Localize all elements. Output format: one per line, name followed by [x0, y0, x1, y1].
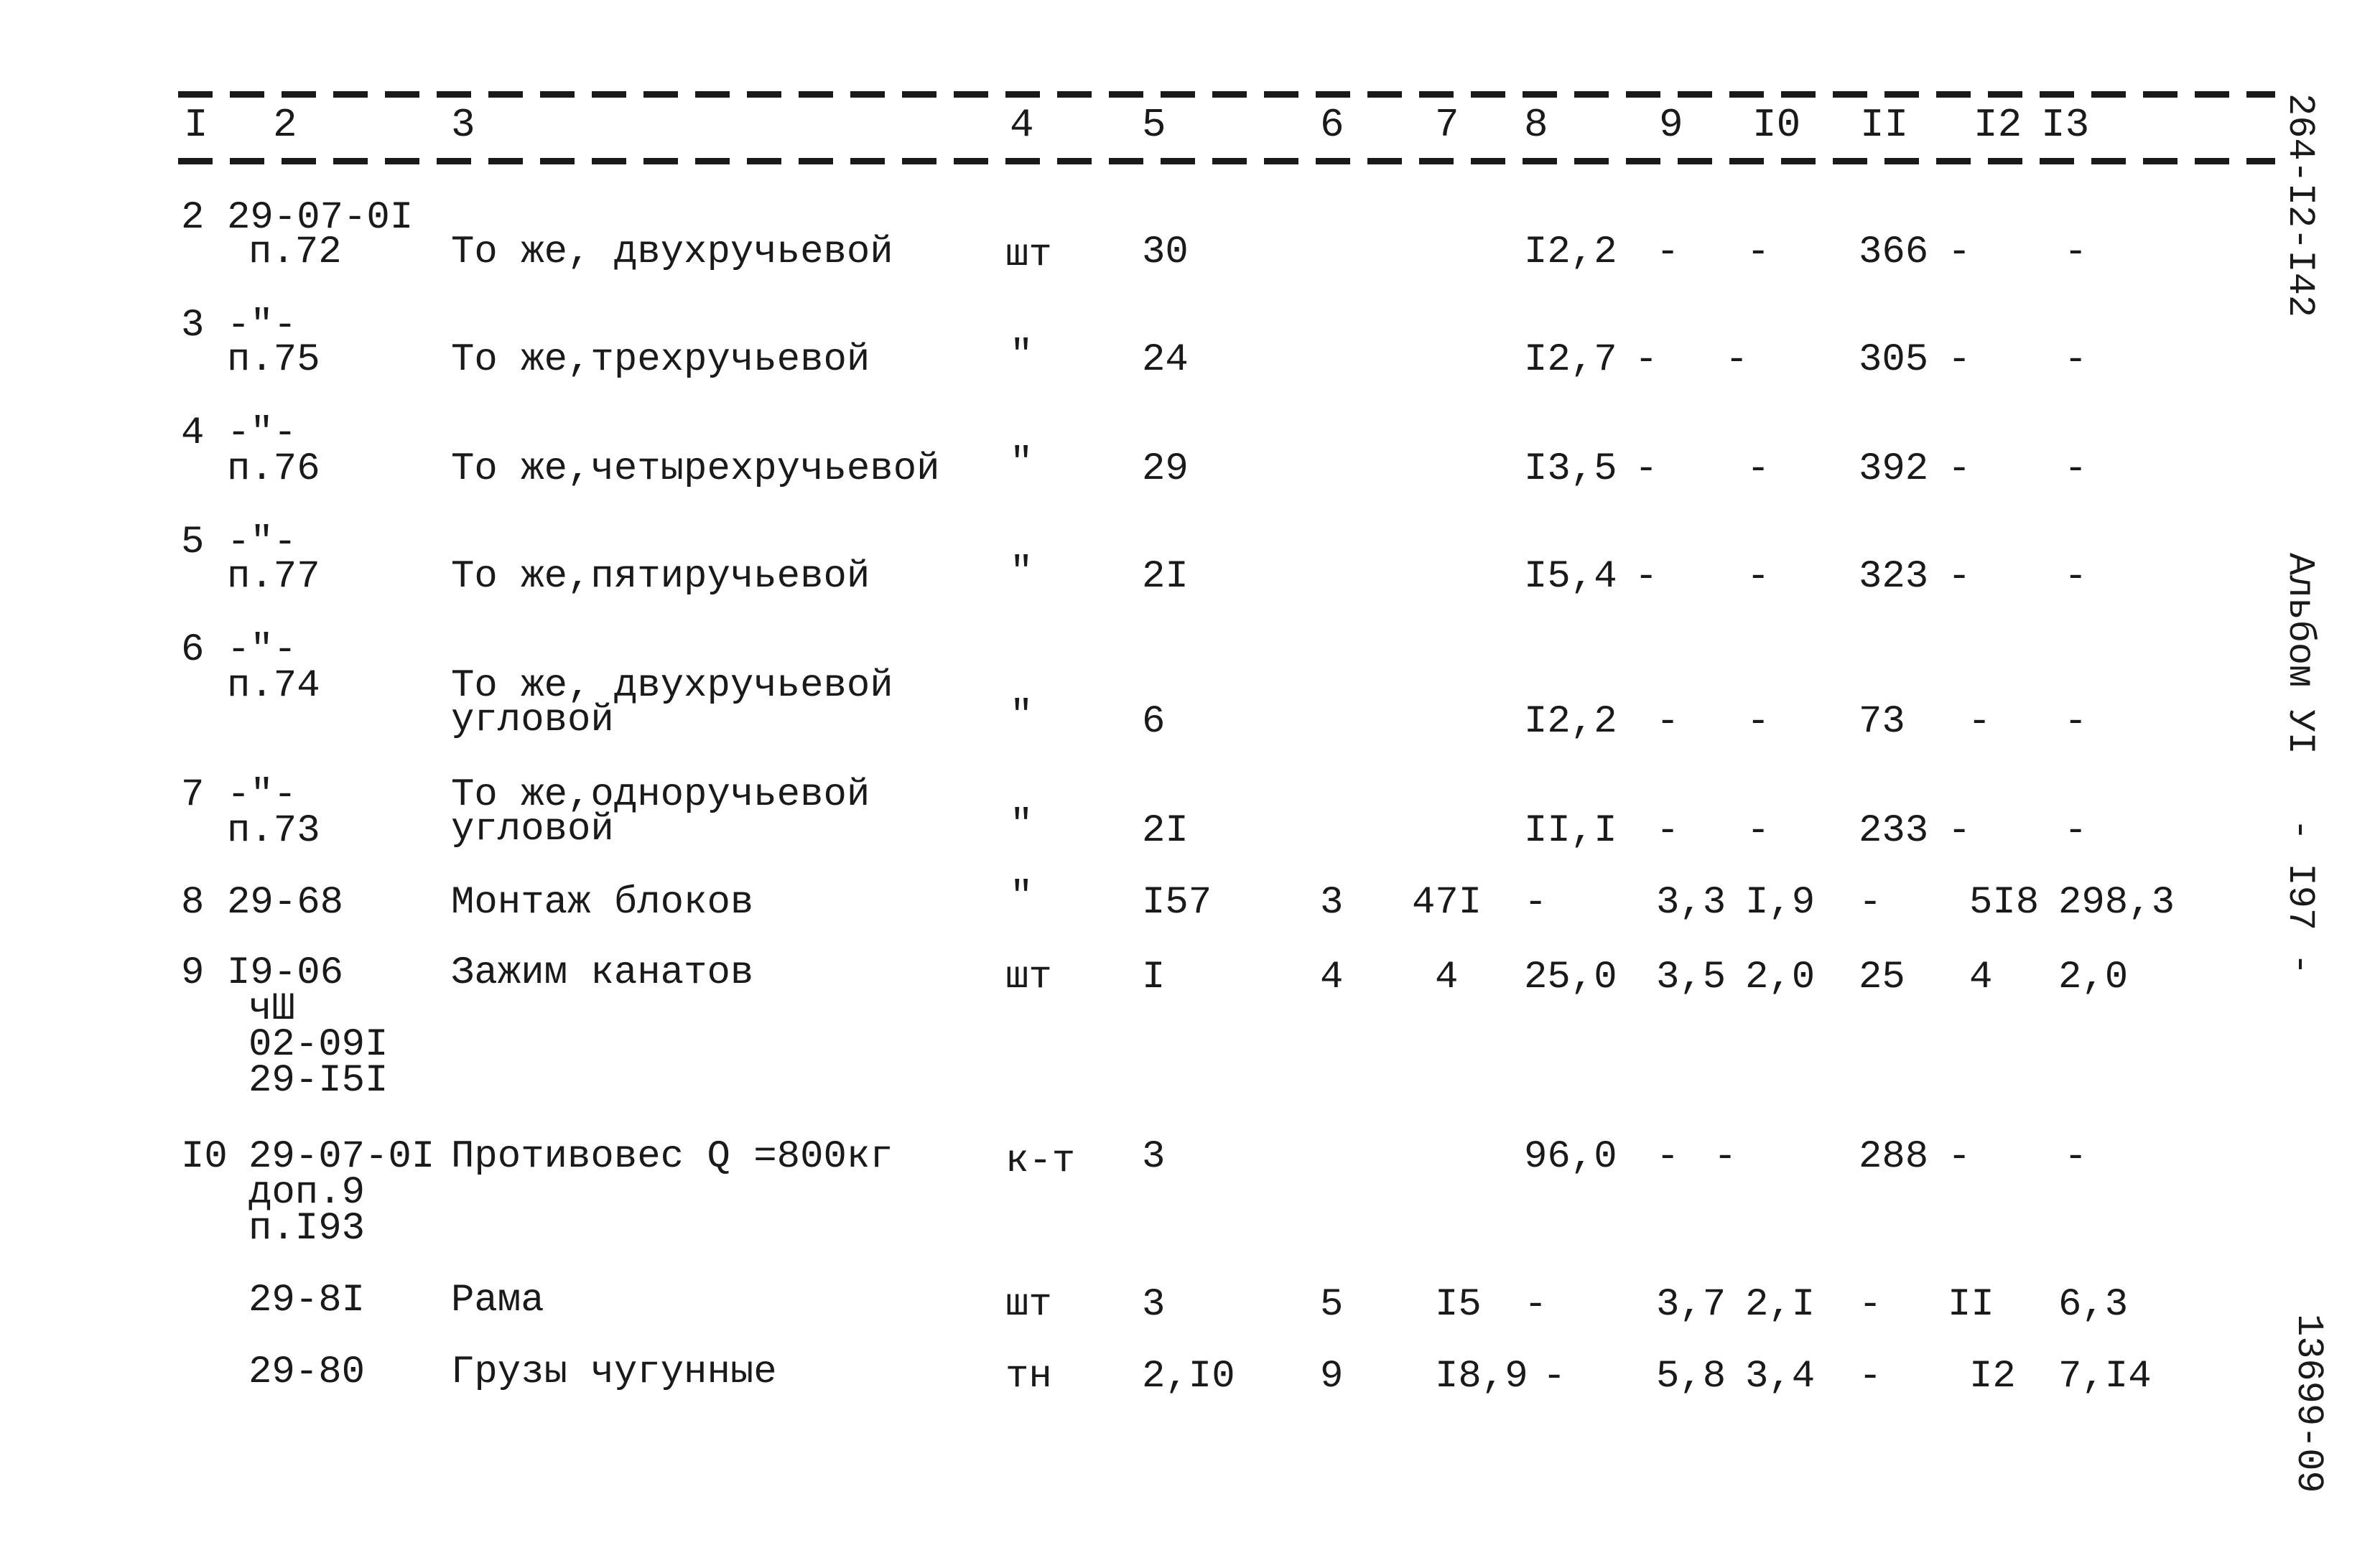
col13-cell: - — [2064, 338, 2088, 382]
col11-cell: 366 — [1859, 230, 1929, 274]
col12-cell: 5I8 — [1969, 881, 2040, 925]
col8-cell: - — [1524, 881, 1548, 925]
unit-cell: шт — [1005, 956, 1052, 999]
norm-code: п.75 — [227, 338, 320, 382]
header-col-11: II — [1860, 102, 1909, 148]
col5-cell: 24 — [1142, 338, 1189, 382]
header-col-3: 3 — [451, 102, 475, 148]
col8-cell: I5,4 — [1524, 555, 1617, 599]
col5-cell: 30 — [1142, 230, 1189, 274]
col6-cell: 9 — [1320, 1355, 1344, 1399]
page-number-label: - I97 - — [2279, 818, 2321, 976]
col13-cell: 2,0 — [2058, 956, 2129, 999]
col8-cell: - — [1524, 1283, 1548, 1327]
col10-cell: - — [1747, 809, 1770, 853]
col6-cell: 4 — [1320, 956, 1344, 999]
row-number: 2 — [181, 196, 205, 240]
header-col-10: I0 — [1752, 102, 1801, 148]
col10-cell: - — [1714, 1135, 1737, 1179]
work-name: То же,четырехручьевой — [451, 447, 940, 491]
col8-cell: 96,0 — [1524, 1135, 1617, 1179]
col9-cell: - — [1635, 555, 1658, 599]
col13-cell: - — [2064, 1135, 2088, 1179]
header-top-rule — [178, 91, 2275, 98]
col8-cell: I2,2 — [1524, 230, 1617, 274]
col10-cell: 2,0 — [1745, 956, 1816, 999]
col13-cell: 298,3 — [2058, 881, 2175, 925]
col13-cell: - — [2064, 700, 2088, 744]
col5-cell: 6 — [1142, 700, 1166, 744]
col11-cell: 288 — [1859, 1135, 1929, 1179]
norm-code: 29-I5I — [248, 1059, 389, 1103]
col12-cell: - — [1948, 1135, 1971, 1179]
unit-cell: " — [1010, 803, 1033, 847]
col12-cell: II — [1948, 1283, 1994, 1327]
norm-code: 29-07-0I — [248, 1135, 435, 1179]
col11-cell: 305 — [1859, 338, 1929, 382]
header-col-1: I — [184, 102, 208, 148]
album-label: Альбом УI — [2279, 553, 2321, 755]
col9-cell: - — [1635, 338, 1658, 382]
norm-code: 29-80 — [248, 1350, 366, 1394]
col10-cell: 2,I — [1745, 1283, 1816, 1327]
col12-cell: 4 — [1969, 956, 1993, 999]
col10-cell: - — [1725, 338, 1749, 382]
col10-cell: - — [1747, 555, 1770, 599]
work-name: То же, двухручьевой — [451, 230, 893, 274]
col13-cell: - — [2064, 230, 2088, 274]
col7-cell: 47I — [1412, 881, 1482, 925]
unit-cell: " — [1010, 334, 1033, 378]
header-col-2: 2 — [273, 102, 297, 148]
header-col-8: 8 — [1524, 102, 1548, 148]
col8-cell: II,I — [1524, 809, 1617, 853]
norm-code: -"- — [227, 521, 297, 564]
col9-cell: - — [1656, 809, 1680, 853]
unit-cell: к-т — [1005, 1139, 1076, 1183]
work-name: То же,пятиручьевой — [451, 555, 870, 599]
row-number: 4 — [181, 411, 205, 455]
norm-code: п.77 — [227, 555, 320, 599]
col12-cell: - — [1948, 809, 1971, 853]
work-name: То же,одноручьевой — [451, 773, 870, 817]
norm-code: 02-09I — [248, 1023, 389, 1067]
col12-cell: I2 — [1969, 1355, 2016, 1399]
col12-cell: - — [1948, 555, 1971, 599]
work-name: Монтаж блоков — [451, 881, 754, 925]
work-name-continued: угловой — [451, 699, 614, 742]
col11-cell: 233 — [1859, 809, 1929, 853]
col9-cell: - — [1635, 447, 1658, 491]
work-name: Рама — [451, 1279, 544, 1322]
norm-code: I9-06 — [227, 951, 344, 995]
header-col-4: 4 — [1010, 102, 1034, 148]
col8-cell: I2,7 — [1524, 338, 1617, 382]
row-number: 6 — [181, 628, 205, 672]
col10-cell: - — [1747, 700, 1770, 744]
work-name: То же,трехручьевой — [451, 338, 870, 382]
col7-cell: I8,9 — [1435, 1355, 1528, 1399]
col7-cell: I5 — [1435, 1283, 1482, 1327]
work-name: Грузы чугунные — [451, 1350, 777, 1394]
unit-cell: тн — [1005, 1355, 1052, 1399]
header-bottom-rule — [178, 158, 2275, 164]
header-col-6: 6 — [1320, 102, 1344, 148]
col13-cell: - — [2064, 447, 2088, 491]
col5-cell: 3 — [1142, 1135, 1166, 1179]
norm-code: 29-68 — [227, 881, 344, 925]
unit-cell: " — [1010, 551, 1033, 594]
header-col-9: 9 — [1659, 102, 1683, 148]
col8-cell: - — [1543, 1355, 1566, 1399]
col11-cell: - — [1859, 881, 1882, 925]
row-number: 3 — [181, 304, 205, 347]
col11-cell: 323 — [1859, 555, 1929, 599]
col9-cell: - — [1656, 230, 1680, 274]
norm-code: п.73 — [227, 809, 320, 853]
row-number: 9 — [181, 951, 205, 995]
col13-cell: 7,I4 — [2058, 1355, 2152, 1399]
unit-cell: " — [1010, 875, 1033, 919]
col10-cell: I,9 — [1745, 881, 1816, 925]
col9-cell: 3,5 — [1656, 956, 1726, 999]
header-col-5: 5 — [1142, 102, 1166, 148]
unit-cell: шт — [1005, 1283, 1052, 1327]
row-number: 5 — [181, 521, 205, 564]
norm-code: 29-07-0I — [227, 196, 414, 240]
col6-cell: 3 — [1320, 881, 1344, 925]
work-name: Зажим канатов — [451, 951, 754, 995]
work-name-continued: угловой — [451, 808, 614, 851]
row-number: 8 — [181, 881, 205, 925]
col5-cell: 2I — [1142, 809, 1189, 853]
unit-cell: " — [1010, 442, 1033, 485]
col9-cell: 3,3 — [1656, 881, 1726, 925]
col11-cell: - — [1859, 1283, 1882, 1327]
col13-cell: 6,3 — [2058, 1283, 2129, 1327]
col9-cell: 5,8 — [1656, 1355, 1726, 1399]
col5-cell: 3 — [1142, 1283, 1166, 1327]
col13-cell: - — [2064, 555, 2088, 599]
col11-cell: 73 — [1859, 700, 1905, 744]
col11-cell: 25 — [1859, 956, 1905, 999]
col5-cell: I57 — [1142, 881, 1212, 925]
header-col-7: 7 — [1435, 102, 1459, 148]
archive-number-label: 13699-09 — [2287, 1314, 2330, 1493]
norm-code: доп.9 — [248, 1171, 366, 1215]
col12-cell: - — [1968, 700, 1991, 744]
col8-cell: I2,2 — [1524, 700, 1617, 744]
col9-cell: - — [1656, 700, 1680, 744]
col5-cell: 2I — [1142, 555, 1189, 599]
col11-cell: 392 — [1859, 447, 1929, 491]
col10-cell: 3,4 — [1745, 1355, 1816, 1399]
col8-cell: 25,0 — [1524, 956, 1617, 999]
col5-cell: 2,I0 — [1142, 1355, 1235, 1399]
col13-cell: - — [2064, 809, 2088, 853]
norm-code: п.74 — [227, 664, 320, 708]
col12-cell: - — [1948, 338, 1971, 382]
row-number: 7 — [181, 773, 205, 817]
norm-code: п.76 — [227, 447, 320, 491]
norm-code: -"- — [227, 304, 297, 347]
norm-code: п.I93 — [248, 1207, 366, 1251]
unit-cell: " — [1010, 694, 1033, 738]
col12-cell: - — [1948, 230, 1971, 274]
col12-cell: - — [1948, 447, 1971, 491]
work-name: То же, двухручьевой — [451, 664, 893, 708]
row-number: I0 — [181, 1135, 228, 1179]
norm-code: -"- — [227, 411, 297, 455]
header-col-12: I2 — [1974, 102, 2022, 148]
unit-cell: шт — [1005, 233, 1052, 277]
col8-cell: I3,5 — [1524, 447, 1617, 491]
col9-cell: 3,7 — [1656, 1283, 1726, 1327]
norm-code: 29-8I — [248, 1279, 366, 1322]
work-name: Противовес Q =800кг — [451, 1135, 893, 1179]
header-col-13: I3 — [2041, 102, 2090, 148]
norm-code: чШ — [248, 987, 295, 1031]
col5-cell: I — [1142, 956, 1166, 999]
col7-cell: 4 — [1435, 956, 1459, 999]
col10-cell: - — [1747, 230, 1770, 274]
norm-code: -"- — [227, 628, 297, 672]
col10-cell: - — [1747, 447, 1770, 491]
norm-code: -"- — [227, 773, 297, 817]
col11-cell: - — [1859, 1355, 1882, 1399]
col5-cell: 29 — [1142, 447, 1189, 491]
col6-cell: 5 — [1320, 1283, 1344, 1327]
col9-cell: - — [1656, 1135, 1680, 1179]
norm-code: п.72 — [248, 230, 342, 274]
document-code-label: 264-I2-I42 — [2279, 93, 2321, 318]
